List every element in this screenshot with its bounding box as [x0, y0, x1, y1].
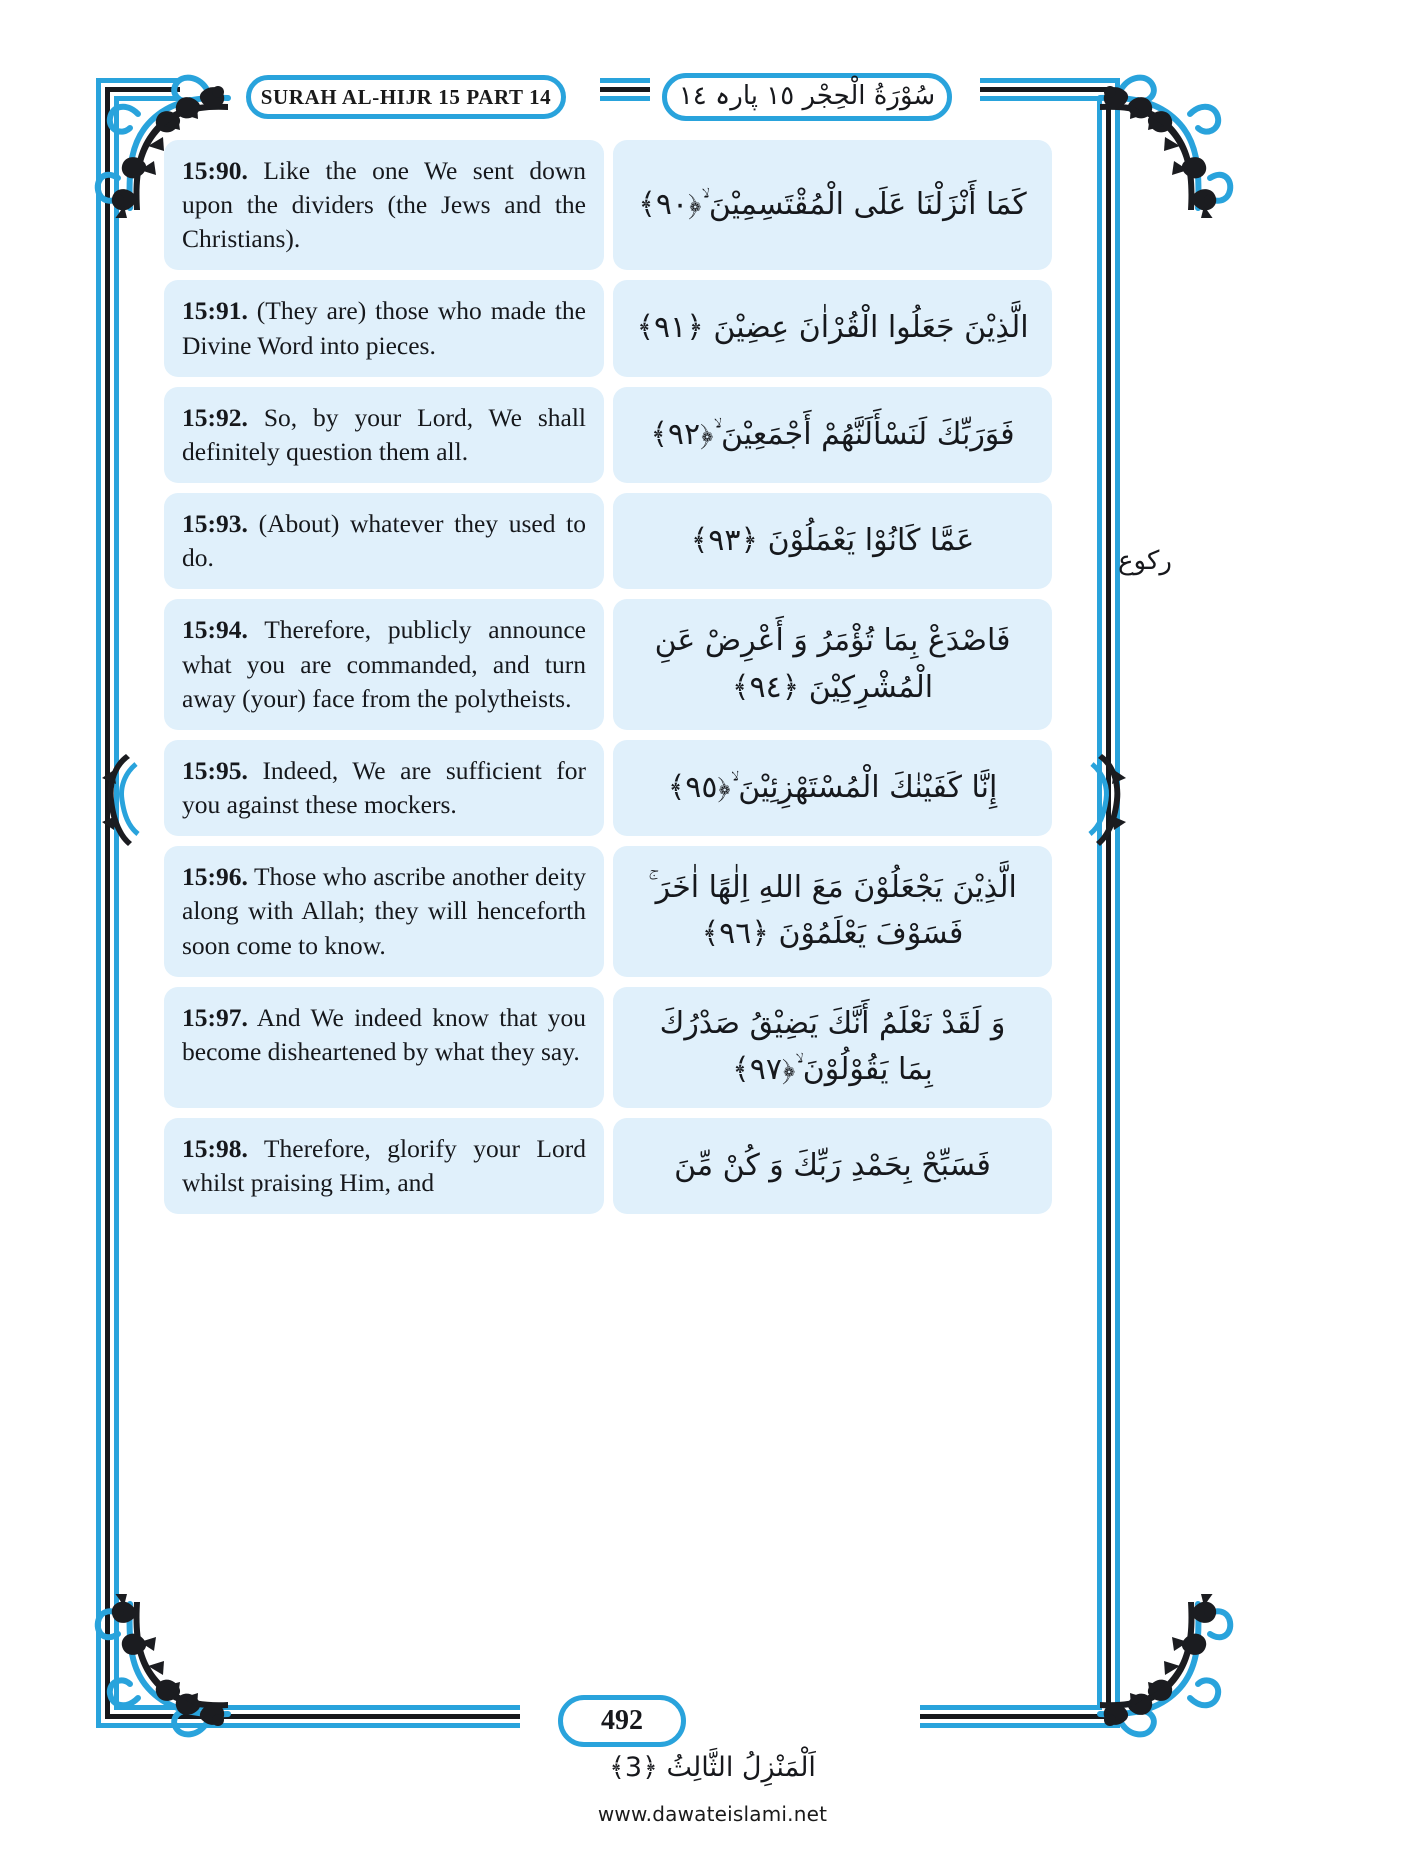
verse-number: 15:95. — [182, 755, 248, 785]
corner-ornament-top-right — [1090, 58, 1250, 218]
verse-arabic-panel — [613, 846, 1052, 976]
verse-number: 15:96. — [182, 862, 248, 892]
verse-translation-panel — [164, 140, 604, 270]
verse-translation-panel — [164, 846, 604, 976]
verse-arabic-line: كَمَا أَنْزَلْنَا عَلَى الْمُقْتَسِمِيْنَ ۙ﴿٩۰﴾ — [638, 186, 1027, 222]
verse-arabic-panel — [613, 140, 1052, 270]
manzil-label: اَلْمَنْزِلُ الثَّالِثُ ﴿3﴾ — [609, 1752, 816, 1783]
verse-arabic-line: الَّذِيْنَ جَعَلُوا الْقُرْاٰنَ عِضِيْنَ ﴿٩۱﴾ — [636, 310, 1029, 346]
website-url: www.dawateislami.net — [597, 1802, 828, 1826]
verse-arabic-line: فَسَوْفَ يَعْلَمُوْنَ ﴿٩٦﴾ — [701, 916, 964, 952]
verse-translation-text: Those who ascribe another deity along with Allah; they will henceforth soon come to know. — [182, 862, 586, 960]
corner-ornament-bottom-left — [78, 1594, 238, 1754]
verse-arabic-line: الْمُشْرِكِيْنَ ﴿٩٤﴾ — [731, 669, 934, 705]
verse-translation-panel — [164, 599, 604, 729]
verse-translation-panel — [164, 740, 604, 836]
corner-ornament-bottom-right — [1090, 1594, 1250, 1754]
verse-arabic-panel — [613, 493, 1052, 589]
side-ornament-left — [82, 740, 146, 860]
verse-number: 15:94. — [182, 615, 248, 645]
verse-arabic-panel — [613, 599, 1052, 729]
surah-title-english: SURAH AL-HIJR 15 PART 14 — [260, 84, 552, 109]
verse-row — [164, 1118, 1052, 1214]
verse-translation-panel — [164, 387, 604, 483]
verse-translation-panel — [164, 493, 604, 589]
verse-row — [164, 140, 1052, 270]
verse-number: 15:93. — [182, 509, 248, 539]
verse-arabic-line: فَوَرَبِّكَ لَنَسْأَلَنَّهُمْ أَجْمَعِيْنَ ۙ﴿٩۲﴾ — [650, 416, 1015, 452]
verse-number: 15:92. — [182, 402, 248, 432]
verse-arabic-panel — [613, 987, 1052, 1108]
verse-row — [164, 740, 1052, 836]
verse-list — [164, 140, 1052, 1440]
surah-title-arabic: سُوْرَةُ الْحِجْر ١٥ پارہ ١٤ — [678, 80, 936, 111]
verse-row — [164, 280, 1052, 376]
verse-arabic-line: فَاصْدَعْ بِمَا تُؤْمَرُ وَ أَعْرِضْ عَنِ — [654, 623, 1011, 659]
page-number: 492 — [601, 1705, 643, 1736]
verse-translation-text: (They are) those who made the Divine Word into pieces. — [182, 296, 587, 360]
verse-arabic-line: بِمَا يَقُوْلُوْنَ ۙ﴿٩٧﴾ — [732, 1052, 933, 1088]
verse-number: 15:98. — [182, 1133, 248, 1163]
verse-translation-text: And We indeed know that you become disheartened by what they say. — [182, 1002, 586, 1066]
verse-translation-panel — [164, 1118, 604, 1214]
verse-number: 15:97. — [182, 1002, 248, 1032]
surah-title-pill-english — [246, 75, 566, 119]
verse-row — [164, 493, 1052, 589]
verse-arabic-line: إِنَّا كَفَيْنٰكَ الْمُسْتَهْزِئِيْنَ ۙ﴿٩٥﴾ — [667, 769, 998, 805]
verse-arabic-panel — [613, 387, 1052, 483]
verse-row — [164, 387, 1052, 483]
page-number-pill — [558, 1695, 686, 1747]
verse-arabic-panel — [613, 280, 1052, 376]
side-ornament-right — [1082, 740, 1146, 860]
verse-arabic-line: عَمَّا كَانُوْا يَعْمَلُوْنَ ﴿٩۳﴾ — [690, 523, 975, 558]
verse-arabic-panel — [613, 1118, 1052, 1214]
verse-number: 15:91. — [182, 296, 248, 326]
verse-translation-text: So, by your Lord, We shall definitely question them all. — [182, 402, 586, 466]
verse-translation-panel — [164, 987, 604, 1108]
verse-translation-panel — [164, 280, 604, 376]
verse-arabic-line: وَ لَقَدْ نَعْلَمُ أَنَّكَ يَضِيْقُ صَدْرُكَ — [659, 1005, 1006, 1041]
verse-arabic-line: الَّذِيْنَ يَجْعَلُوْنَ مَعَ اللهِ اِلٰهًا اٰخَرَ ۚ — [648, 869, 1017, 905]
verse-row — [164, 987, 1052, 1108]
surah-title-pill-arabic — [662, 73, 952, 121]
verse-arabic-panel — [613, 740, 1052, 836]
verse-translation-text: Therefore, glorify your Lord whilst praising Him, and — [182, 1133, 587, 1197]
verse-row — [164, 599, 1052, 729]
verse-arabic-line: فَسَبِّحْ بِحَمْدِ رَبِّكَ وَ كُنْ مِّنَ — [674, 1147, 991, 1183]
verse-translation-text: (About) whatever they used to do. — [182, 509, 586, 573]
verse-translation-text: Indeed, We are sufficient for you against these mockers. — [182, 755, 586, 820]
verse-translation-text: Like the one We sent down upon the dividers (the Jews and the Christians). — [182, 156, 586, 254]
verse-number: 15:90. — [182, 156, 248, 185]
ruku-marker: رکوع — [1118, 546, 1172, 576]
verse-row — [164, 846, 1052, 976]
verse-translation-text: Therefore, publicly announce what you are commanded, and turn away (your) face from the polytheists. — [182, 615, 586, 713]
